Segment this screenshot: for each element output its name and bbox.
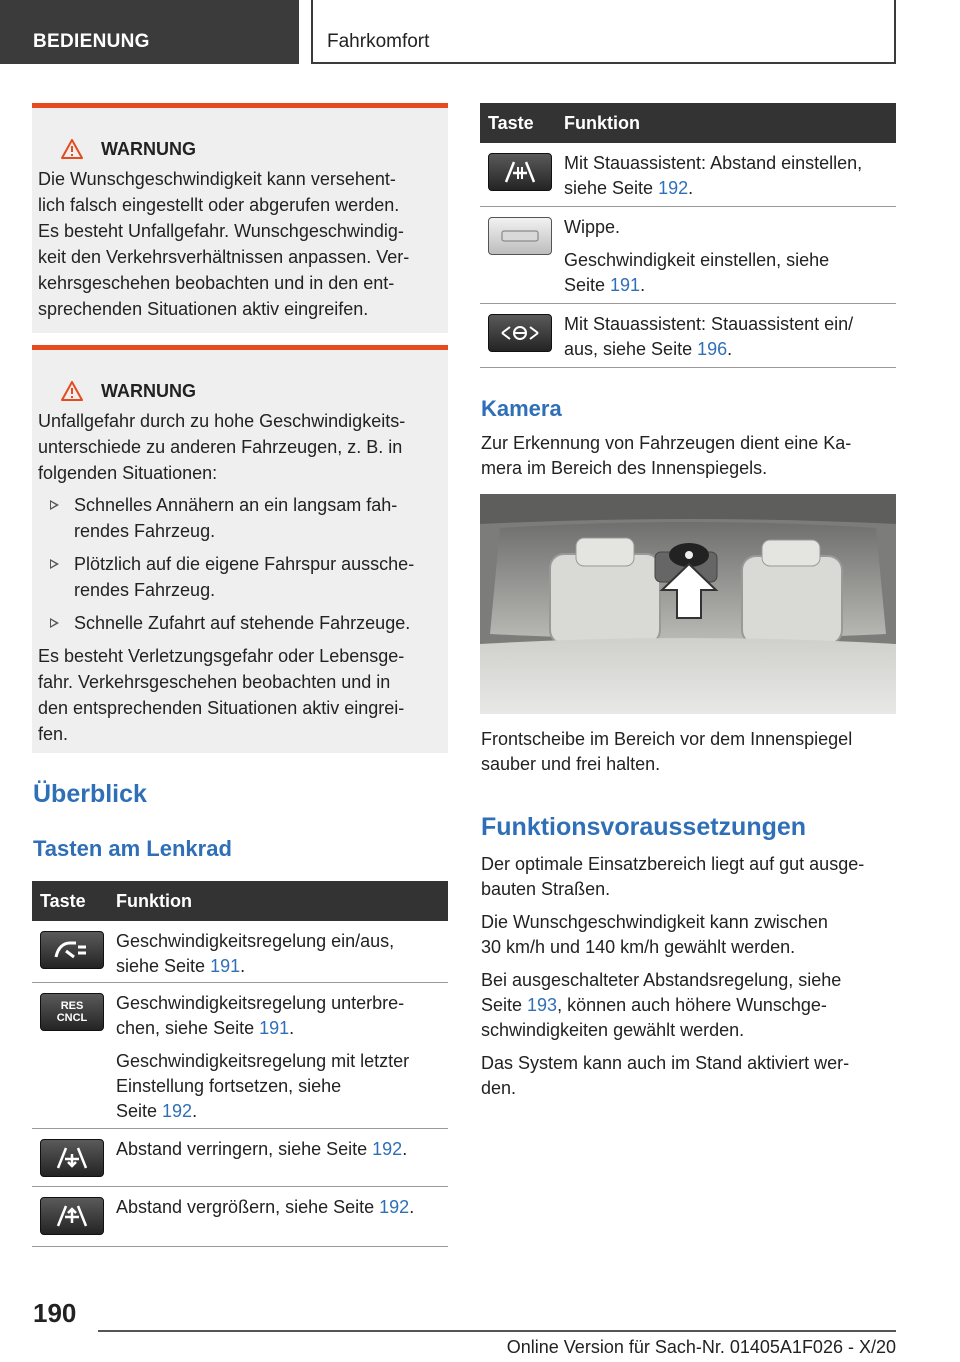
section-title: BEDIENUNG [33,31,150,52]
header-funktion: Funktion [564,112,640,133]
warning-line: keit den Verkehrsverhältnissen anpassen. Ver- [38,247,410,267]
camera-caption: Frontscheibe im Bereich vor dem Innenspiegel sauber und frei halten. [481,729,853,774]
distance-increase-icon [40,1197,104,1235]
warning-line: lich falsch eingestellt oder abgerufen werden. [38,195,400,215]
warning-icon [61,381,83,401]
traffic-jam-distance-icon [488,153,552,191]
footer-divider [98,1330,896,1332]
warning-line: Die Wunschgeschwindigkeit kann versehent- [38,169,396,189]
section-heading-overview: Überblick [33,780,147,808]
table-row [480,304,896,368]
list-item: Plötzlich auf die eigene Fahrspur aussche- rendes Fahrzeug. [38,551,436,603]
warning-line: Es besteht Unfallgefahr. Wunschgeschwindig- [38,221,404,241]
row-function: Wippe. Geschwindigkeit einstellen, siehe Seite 191. [564,217,830,295]
warning-line: Unfallgefahr durch zu hohe Geschwindigkeits- [38,411,406,431]
distance-decrease-icon [40,1139,104,1177]
table-row [32,983,448,1129]
buttons-table-left [32,881,448,1247]
header-taste: Taste [488,112,534,133]
warning-title: WARNUNG [38,136,436,162]
page-link[interactable]: 192 [658,178,689,198]
row-function: Abstand verringern, siehe Seite 192. [116,1139,408,1159]
res-cncl-icon: RES CNCL [40,993,104,1031]
bullet-list [38,492,436,636]
windshield-camera-image [480,494,896,714]
list-item: Schnelle Zufahrt auf stehende Fahrzeuge. [38,610,436,636]
warning-title: WARNUNG [38,378,436,404]
cruise-control-icon [40,931,104,969]
bullet-triangle-icon [50,559,59,569]
warning-line: unterschiede zu anderen Fahrzeugen, z. B. in [38,437,403,457]
page-link[interactable]: 191 [259,1018,290,1038]
warning-line: Es besteht Verletzungsgefahr oder Lebensge- [38,646,405,666]
warning-line: folgenden Situationen: [38,463,218,483]
table-row [32,1187,448,1247]
header-taste: Taste [40,890,86,911]
page-link[interactable]: 191 [210,956,241,976]
section-heading-requirements: Funktionsvoraussetzungen [481,813,807,841]
table-row [480,207,896,304]
table-row [480,143,896,207]
list-item: Schnelles Annähern an ein langsam fah- rendes Fahrzeug. [38,492,436,544]
traffic-jam-assistant-icon [488,314,552,352]
subheading-camera: Kamera [481,396,562,421]
camera-text: Zur Erkennung von Fahrzeugen dient eine Ka- mera im Bereich des Innenspiegels. [481,433,852,478]
warning-box-1 [32,103,448,333]
page-link[interactable]: 192 [162,1101,193,1121]
row-function: Abstand vergrößern, siehe Seite 192. [116,1197,415,1217]
warning-line: fahr. Verkehrsgeschehen beobachten und in [38,672,391,692]
buttons-table-right [480,103,896,368]
subheading-steering-buttons: Tasten am Lenkrad [33,836,232,861]
row-function: Mit Stauassistent: Abstand einstellen, siehe Seite 192. [564,153,863,198]
row-function: Geschwindigkeitsregelung ein/aus, siehe Seite 191. [116,931,395,976]
bullet-triangle-icon [50,500,59,510]
warning-line: sprechenden Situationen aktiv eingreifen. [38,299,369,319]
table-row [32,921,448,983]
bullet-triangle-icon [50,618,59,628]
chapter-title: Fahrkomfort [327,31,430,52]
page-link[interactable]: 192 [379,1197,410,1217]
table-header [32,881,448,921]
chapter-tab [311,0,896,64]
page-link[interactable]: 191 [610,275,641,295]
warning-line: den entsprechenden Situationen aktiv eingrei- [38,698,405,718]
footer-text: Online Version für Sach-Nr. 01405A1F026 - X/20 [506,1337,896,1357]
warning-line: kehrsgeschehen beobachten und in den ent- [38,273,395,293]
table-header [480,103,896,143]
section-tab [0,0,299,64]
warning-box-2 [32,345,448,753]
row-function: Geschwindigkeitsregelung unterbre- chen, siehe Seite 191. Geschwindigkeitsregelung mit letzter Einstellung fortsetzen, siehe Seite 192. [116,993,410,1121]
header-funktion: Funktion [116,890,192,911]
rocker-switch-icon [488,217,552,255]
warning-line: fen. [38,724,69,744]
warning-icon [61,139,83,159]
page-link[interactable]: 192 [372,1139,403,1159]
row-function: Mit Stauassistent: Stauassistent ein/ aus, siehe Seite 196. [564,314,854,359]
table-row [32,1129,448,1187]
requirements-text: Der optimale Einsatzbereich liegt auf gut ausge- bauten Straßen. Die Wunschgeschwindigkeit kann zwischen 30 km/h und 140 km/h gewählt werden. Bei ausgeschalteter Abstandsregelung, siehe Seite 193, können auch höhere Wunschge- schwindigkeiten gewählt werden. Das System kann auch im Stand aktiviert wer- den. [481,854,865,1098]
page-link[interactable]: 196 [697,339,728,359]
page-number: 190 [33,1298,77,1328]
page-link[interactable]: 193 [527,995,558,1015]
